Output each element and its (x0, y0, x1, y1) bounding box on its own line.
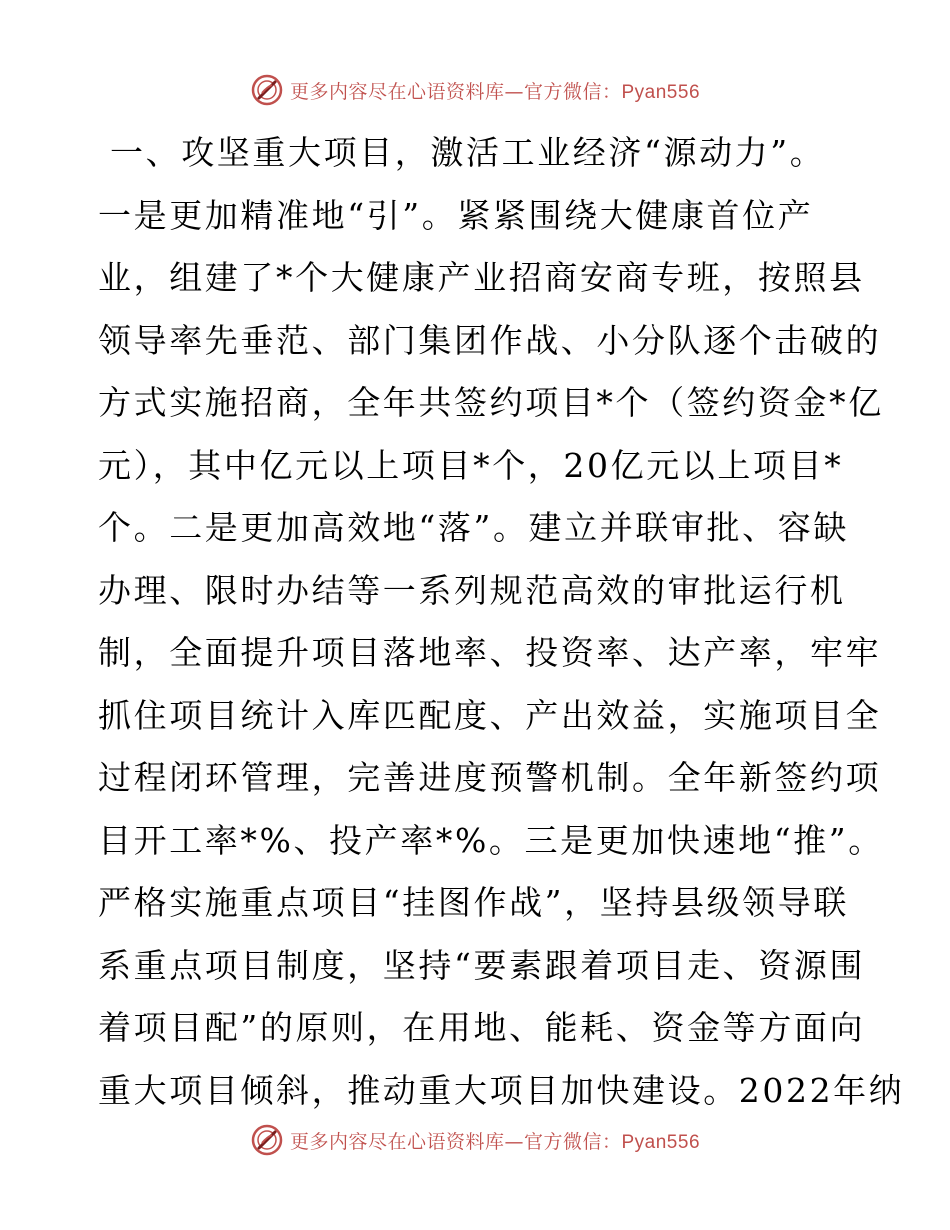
text-line: 重大项目倾斜，推动重大项目加快建设。2022年纳 (98, 1070, 905, 1110)
red-seal-logo-icon (250, 73, 284, 107)
watermark-text: 更多内容尽在心语资料库—官方微信：Pyan556 (289, 1130, 701, 1153)
watermark-group (250, 1123, 700, 1157)
text-line: 过程闭环管理，完善进度预警机制。全年新签约项 (98, 758, 882, 797)
text-line: 办理、限时办结等一系列规范高效的审批运行机 (98, 570, 846, 610)
text-line: 一是更加精准地“引”。紧紧围绕大健康首位产 (98, 195, 814, 235)
text-line: 个。二是更加高效地“落”。建立并联审批、容缺 (98, 508, 849, 547)
text-line: 制，全面提升项目落地率、投资率、达产率，牢牢 (98, 633, 882, 672)
header-watermark (0, 70, 950, 110)
text-line: 方式实施招商，全年共签约项目*个（签约资金*亿 (98, 383, 884, 422)
document-body (98, 122, 905, 1122)
text-line: 一、攻坚重大项目，激活工业经济“源动力”。 (110, 133, 826, 172)
red-seal-logo-icon (250, 1123, 284, 1157)
watermark-group (250, 73, 700, 107)
wechat-id: Pyan556 (621, 81, 701, 103)
wechat-id: Pyan556 (621, 1131, 701, 1153)
text-line: 着项目配”的原则，在用地、能耗、资金等方面向 (98, 1008, 866, 1047)
text-line: 抓住项目统计入库匹配度、产出效益，实施项目全 (98, 695, 882, 735)
text-line: 系重点项目制度，坚持“要素跟着项目走、资源围 (98, 945, 866, 985)
text-line: 领导率先垂范、部门集团作战、小分队逐个击破的 (98, 320, 882, 360)
footer-watermark (0, 1120, 950, 1160)
text-line: 业，组建了*个大健康产业招商安商专班，按照县 (98, 258, 865, 297)
text-line: 元），其中亿元以上项目*个，20亿元以上项目* (98, 445, 844, 485)
text-line: 严格实施重点项目“挂图作战”，坚持县级领导联 (98, 883, 849, 922)
watermark-text: 更多内容尽在心语资料库—官方微信：Pyan556 (289, 80, 701, 103)
text-line: 目开工率*%、投产率*%。三是更加快速地“推”。 (98, 820, 884, 860)
